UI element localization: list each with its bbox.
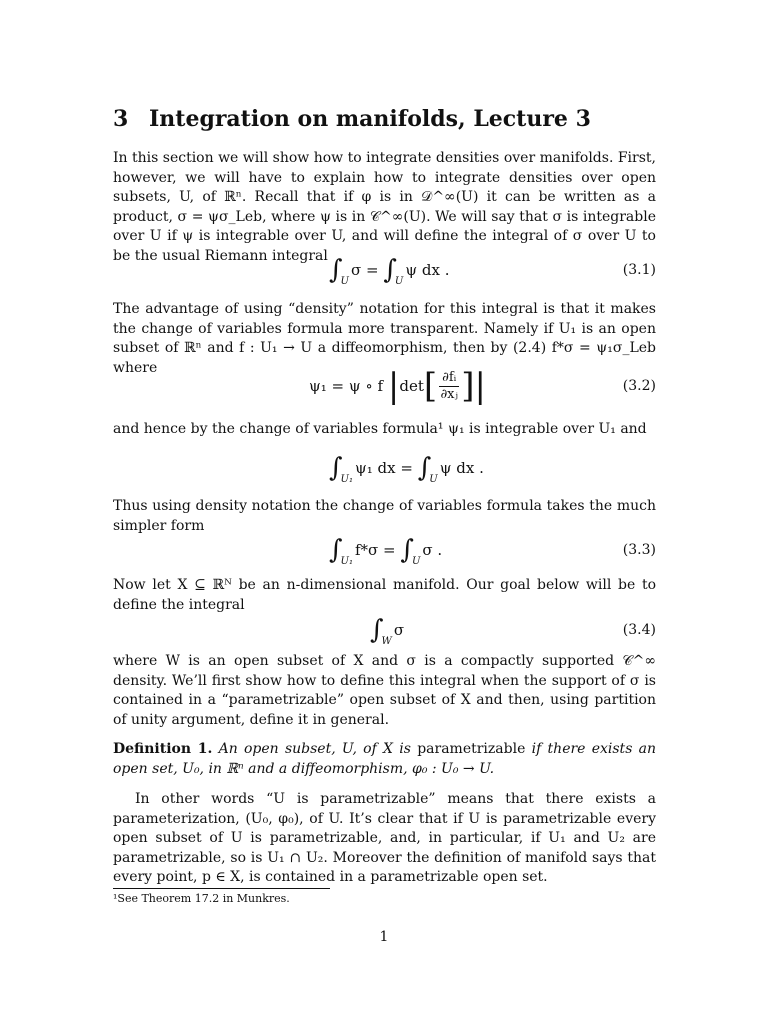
- integral-sign: ∫ U: [417, 453, 438, 485]
- integral-sign: ∫ U₁: [329, 453, 353, 485]
- paragraph-where: [113, 652, 656, 730]
- equation-tag: (3.1): [622, 262, 656, 278]
- integral-sign: ∫ U: [329, 255, 349, 287]
- eq32-lhs: ψ₁ = ψ ∘ f: [309, 377, 384, 395]
- equation-3-1: [113, 246, 656, 294]
- equation-3-2: ψ₁ = ψ ∘ f | det [ $\frac{\text{∂fᵢ}}{\text{∂xⱼ}}$ ] | (3.2): [309, 366, 656, 406]
- hence-text: and hence by the change of variables formula¹ ψ₁ is integrable over U₁ and: [113, 421, 647, 437]
- eq31-lhs: σ =: [350, 261, 379, 279]
- page-number: 1: [379, 929, 389, 945]
- integral-sign: ∫ U₁: [329, 535, 353, 567]
- integral-sign: ∫ U: [400, 535, 421, 567]
- eq31-rhs: ψ dx .: [405, 261, 450, 279]
- advantage-text: The advantage of using “density” notation for this integral is that it makes the change of variables formula more transparent. Namely if U₁ is an open subset of ℝⁿ and f : U₁ → U a diffeomorphism, then by (2.4) f*σ = ψ₁σ_Leb where: [113, 301, 656, 376]
- definition-label: Definition 1.: [113, 741, 213, 757]
- equation-tag: (3.3): [622, 542, 656, 558]
- definition-text: Definition 1. An open subset, U, of X is parametrizable if there exists an open set, U₀, in ℝⁿ and a diffeomorphism, φ₀ : U₀ → U.: [113, 741, 657, 777]
- intro-text: In this section we will show how to integrate densities over manifolds. First, however, we will have to explain how to integrate densities over open subsets, U, of ℝⁿ. Recall that if φ is in 𝒟^∞(U) it can be written as a product, σ = ψσ_Leb, where ψ is in 𝒞^∞(U). We will say that σ is integrable over U if ψ is integrable over U, and will define the integral of σ over U to be the usual Riemann integral: [113, 150, 656, 264]
- where-text: where W is an open subset of X and σ is a compactly supported 𝒞^∞ density. We’ll first show how to define this integral when the support of σ is contained in a “parametrizable” open subset of X and then, using partition of unity argument, define it in general.: [113, 653, 656, 728]
- eq-unnum-lhs: ψ₁ dx =: [354, 459, 413, 477]
- equation-3-4: [113, 606, 656, 654]
- eq33-lhs: f*σ =: [354, 541, 396, 559]
- thus-text: Thus using density notation the change of variables formula takes the much simpler form: [113, 498, 656, 534]
- eq32-det: det: [399, 377, 424, 395]
- section-number: 3: [113, 106, 129, 132]
- section-heading: [113, 106, 591, 132]
- equation-unnumbered: [113, 444, 656, 492]
- section-title: Integration on manifolds, Lecture 3: [149, 106, 591, 132]
- equation-3-3: [113, 526, 656, 574]
- footnote-rule: [113, 888, 330, 889]
- equation-tag: (3.2): [622, 378, 656, 394]
- eq34-body: σ: [393, 621, 405, 639]
- paragraph-otherwords: [113, 790, 656, 888]
- footnote: ¹See Theorem 17.2 in Munkres.: [113, 892, 290, 905]
- paragraph-hence: [113, 420, 656, 440]
- definition-block: [113, 740, 656, 779]
- equation-tag: (3.4): [622, 622, 656, 638]
- integral-sign: ∫ W: [370, 615, 392, 647]
- nowlet-text: Now let X ⊆ ℝᴺ be an n-dimensional manifold. Our goal below will be to define the integral: [113, 577, 656, 613]
- integral-sign: ∫ U: [383, 255, 404, 287]
- otherwords-text: In other words “U is parametrizable” means that there exists a parameterization, (U₀, φ₀), of U. It’s clear that if U is parametrizable every open subset of U is parametrizable, and, in particular, if U₁ and U₂ are parametrizable, so is U₁ ∩ U₂. Moreover the definition of manifold says that every point, p ∈ X, is contained in a parametrizable open set.: [113, 791, 656, 886]
- eq33-rhs: σ .: [422, 541, 443, 559]
- definition-word: parametrizable: [417, 741, 526, 757]
- eq32-fraction: $\frac{\text{∂fᵢ}}{\text{∂xⱼ}}$: [440, 369, 458, 402]
- eq-unnum-rhs: ψ dx .: [439, 459, 484, 477]
